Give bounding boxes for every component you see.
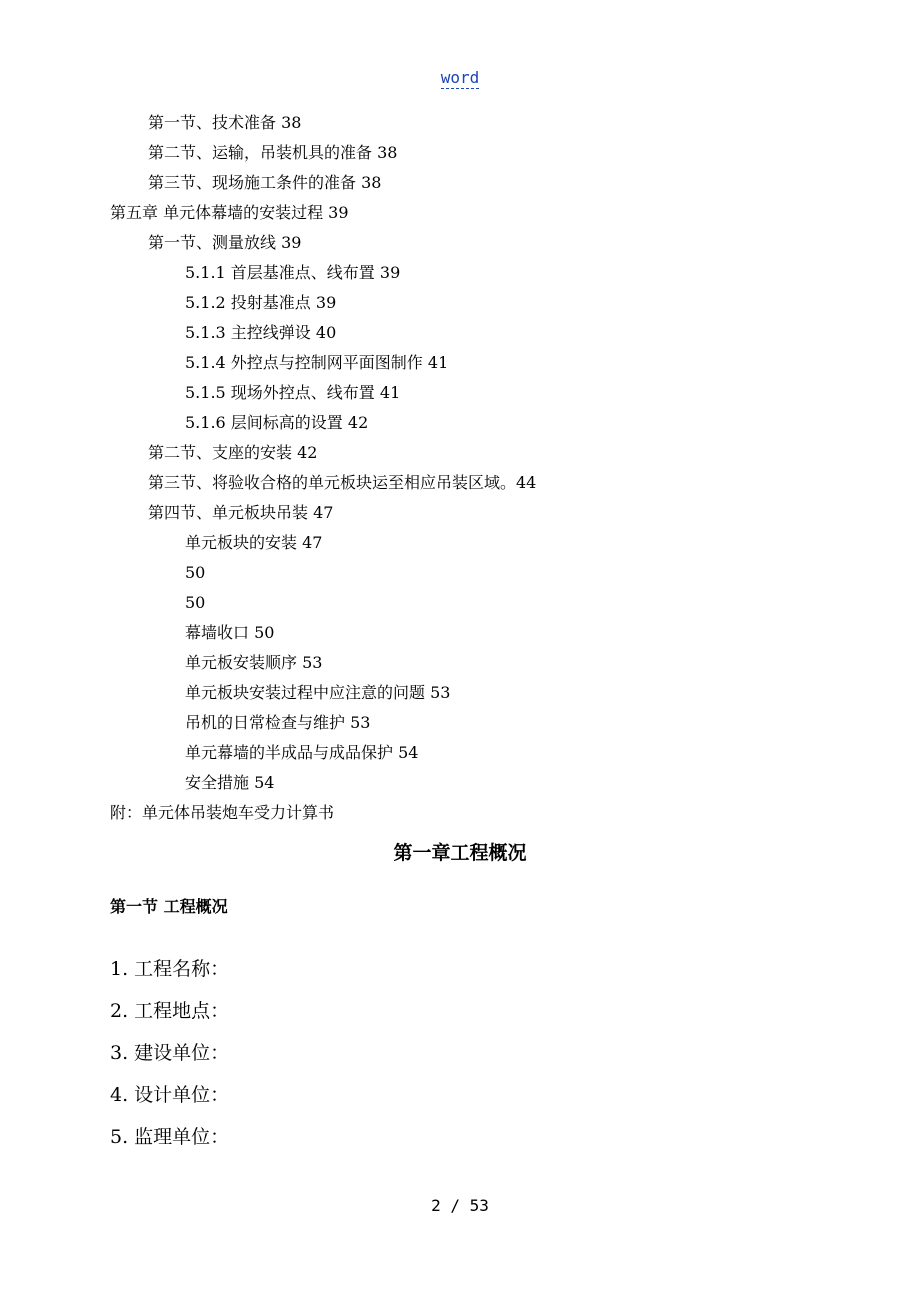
toc-entry[interactable]: 第一节、技术准备 38	[148, 113, 302, 132]
project-info-item: 2. 工程地点：	[110, 1000, 230, 1022]
toc-entry-sub[interactable]: 50	[185, 563, 206, 582]
toc-entry-sub[interactable]: 5.1.6 层间标高的设置 42	[185, 413, 369, 432]
section-title: 第一节 工程概况	[110, 897, 228, 916]
toc-entry-sub[interactable]: 单元板块的安装 47	[185, 533, 323, 552]
toc-entry-sub[interactable]: 吊机的日常检查与维护 53	[185, 713, 371, 732]
project-info-item: 5. 监理单位：	[110, 1126, 230, 1148]
header-word-link[interactable]	[0, 68, 920, 87]
table-of-contents	[0, 108, 920, 828]
project-info-list	[110, 948, 229, 1158]
project-info-item: 1. 工程名称：	[110, 958, 230, 980]
toc-entry[interactable]: 第一节、测量放线 39	[148, 233, 302, 252]
header-link-text[interactable]: word	[440, 68, 480, 87]
toc-entry-sub[interactable]: 单元幕墙的半成品与成品保护 54	[185, 743, 419, 762]
toc-entry[interactable]: 第三节、现场施工条件的准备 38	[148, 173, 382, 192]
toc-entry-sub[interactable]: 安全措施 54	[185, 773, 275, 792]
project-info-item: 3. 建设单位：	[110, 1042, 230, 1064]
page-number-footer: 2 / 53	[431, 1196, 489, 1215]
toc-entry[interactable]: 第二节、运输，吊装机具的准备 38	[148, 143, 398, 162]
toc-entry-sub[interactable]: 单元板块安装过程中应注意的问题 53	[185, 683, 451, 702]
toc-entry[interactable]: 第三节、将验收合格的单元板块运至相应吊装区域。44	[148, 473, 537, 492]
toc-entry-sub[interactable]: 50	[185, 593, 206, 612]
toc-entry-sub[interactable]: 5.1.1 首层基准点、线布置 39	[185, 263, 401, 282]
toc-entry-chapter[interactable]: 第五章 单元体幕墙的安装过程 39	[110, 203, 349, 222]
toc-entry-sub[interactable]: 幕墙收口 50	[185, 623, 275, 642]
toc-entry-sub[interactable]: 5.1.3 主控线弹设 40	[185, 323, 337, 342]
toc-entry-appendix[interactable]: 附：单元体吊装炮车受力计算书	[110, 803, 335, 822]
toc-entry-sub[interactable]: 5.1.5 现场外控点、线布置 41	[185, 383, 401, 402]
toc-entry-sub[interactable]: 5.1.4 外控点与控制网平面图制作 41	[185, 353, 449, 372]
project-info-item: 4. 设计单位：	[110, 1084, 230, 1106]
toc-entry-sub[interactable]: 单元板安装顺序 53	[185, 653, 323, 672]
toc-entry[interactable]: 第二节、支座的安装 42	[148, 443, 318, 462]
chapter-title: 第一章工程概况	[393, 842, 527, 864]
toc-entry-sub[interactable]: 5.1.2 投射基准点 39	[185, 293, 337, 312]
toc-entry[interactable]: 第四节、单元板块吊装 47	[148, 503, 334, 522]
